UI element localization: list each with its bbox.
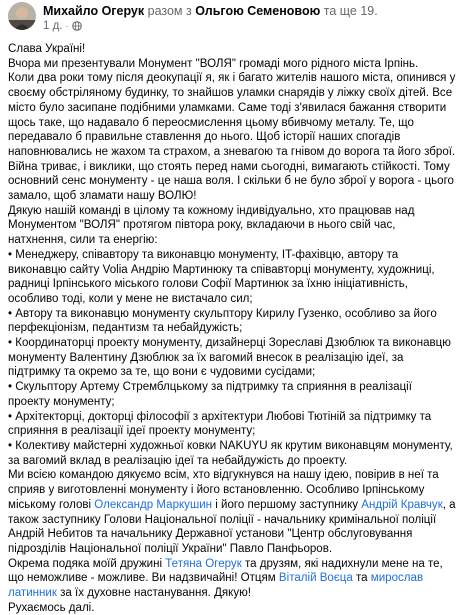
separator-dot: · [65,21,69,31]
text: і його першому заступнику [212,498,362,511]
text: за їх духовне настанування. Дякую! [56,587,251,600]
mention-link[interactable]: Віталій Воєца [278,572,353,585]
paragraph: Вчора ми презентували Монумент "ВОЛЯ" громаді мого рідного міста Ірпінь. [8,57,419,70]
avatar[interactable] [8,2,36,30]
text: Ми всією командою дякуємо всім, хто відгукнувся на нашу ідею, повірив в неї та сприяв у виготовленні монументу і його встановленню. Особливо Ірпінському міському голові [8,469,439,511]
post-body [8,42,456,615]
list-item: • Автору та виконавцю монументу скульптору Кирилу Гузенко, особливо за його перфекціонізм, педантизм та небайдужість; [8,307,437,335]
paragraph: Війна триває, і виклики, що стоять перед нами сьогодні, вимагають стійкості. Тому основний сенс монументу - це наша воля. І скільки б не було зброї у ворога - цього замало, щоб зламати нашу ВОЛЮ! [8,160,454,203]
greeting: Слава Україні! [8,43,86,55]
author-line [43,3,378,19]
paragraph: Коли два роки тому після деокупації я, як і багато жителів нашого міста, опинився у своєму обстріляному будинку, то знайшов уламки снарядів у ліжку своїх дітей. Все місто було засипане подібними уламками. Саме тоді з'явилася бажання створити щось таке, що надавало б переосмислення цьому вбивчому металу. Те, що передавало б правильне ставлення до нього. Щоб історії наших спогадів наповнювались не жахом та страхом, а зневагою та гнівом до ворога та його зброї. [8,72,456,158]
paragraph [8,468,456,556]
list-item: • Архітекторці, докторці філософії з архітектури Любові Тютіній за підтримку та сприяння в реалізації ідеї проекту монументу; [8,410,432,438]
list-item: • Менеджеру, співавтору та виконавцю монументу, IT-фахівцю, автору та виконавцю сайту Volia Андрію Мартинюку та співавторці монументу, художниці, радниці Ірпінського міського голови Софії Мартинюк за їхню ініціативність, особливо тоді, коли у мене не вистачало сил; [8,248,435,305]
text: та [352,572,371,585]
closing: Рухаємось далі. [8,601,95,614]
profile-photo-icon [8,2,36,30]
mention-link[interactable]: Андрій Кравчук [361,498,443,511]
mention-link[interactable]: мирослав латинник [8,572,424,600]
with-text: разом з [147,4,192,18]
post-time[interactable]: 1 д. [43,20,63,32]
list-item: • Колективу майстерні художньої ковки NAKUYU як крутим виконавцям монументу, за вагомий вклад в реалізацію ідеї та небайдужість до проекту. [8,439,453,467]
and-others-text[interactable]: та ще 19. [323,4,378,18]
post-meta [43,19,82,33]
author-name[interactable]: Михайло Огерук [43,4,145,18]
mention-link[interactable]: Тетяна Огерук [165,557,242,570]
paragraph [8,557,456,601]
text: Окрема подяка моїй дружині [8,557,166,570]
post-header [0,0,460,40]
text: та друзям, які надихнули мене на те, що неможливе - можливе. Ви надзвичайні! Отцям [8,557,443,585]
tagged-person[interactable]: Ольгою Семеновою [195,4,321,18]
globe-icon[interactable] [72,21,82,31]
text: , а також заступнику Голови Національної поліції - начальнику кримінальної поліції Андрій Небитов та начальнику Державної установи "Центр обслуговування підрозділів Національної поліції України" Павло Панфьоров. [8,498,456,555]
list-item: • Координаторці проекту монументу, дизайнерці Зореславі Дзюблюк та виконавцю монументу Валентину Дзюблюк за їх вагомий внесок в реалізацію ідеї, за підтримку та окремо за те, що вони є чудовими сусідами; [8,337,451,379]
list-item: • Скульптору Артему Стремблцькому за підтримку та сприяння в реалізації проекту монументу; [8,381,412,408]
paragraph: Дякую нашій команді в цілому та кожному індивідуально, хто працював над Монументом "ВОЛЯ" протягом півтора року, вкладаючи в нього свій час, натхнення, сили та енергію: [8,204,415,247]
mention-link[interactable]: Олександр Маркушин [94,498,213,511]
